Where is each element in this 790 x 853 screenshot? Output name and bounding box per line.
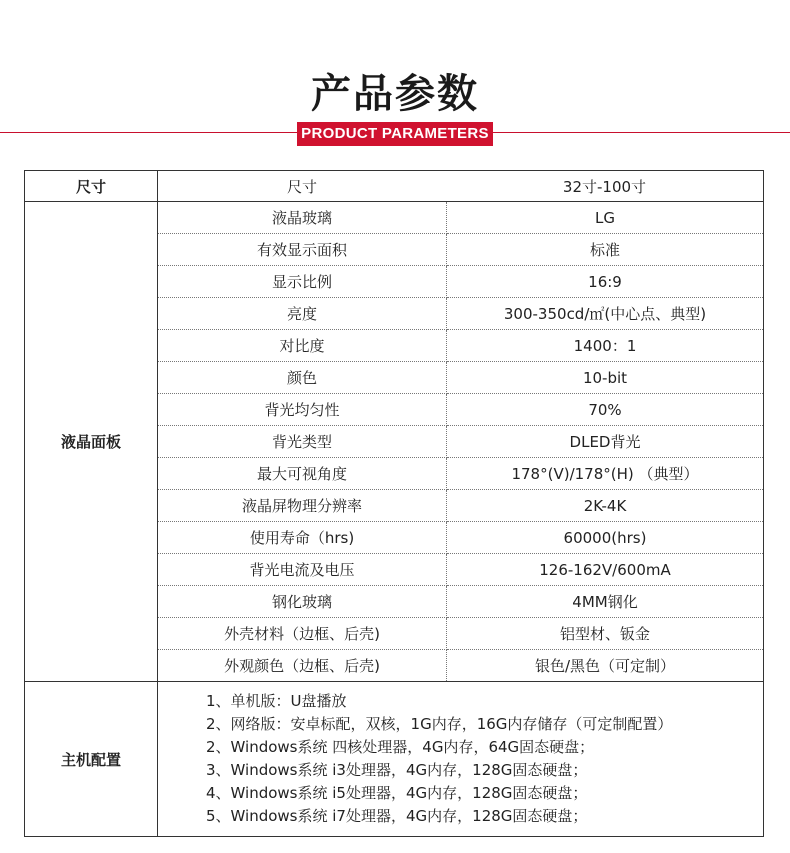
spec-row xyxy=(25,202,764,234)
spec-value: 60000(hrs) xyxy=(447,522,764,554)
page-title: 产品参数 xyxy=(311,71,479,117)
size-section-cell: 尺寸 xyxy=(25,171,158,202)
spec-value: 1400：1 xyxy=(447,330,764,362)
subtitle-badge: PRODUCT PARAMETERS xyxy=(297,122,493,146)
spec-label: 背光类型 xyxy=(158,426,447,458)
spec-value: 标准 xyxy=(447,234,764,266)
spec-label: 钢化玻璃 xyxy=(158,586,447,618)
host-config-line: 3、Windows系统 i3处理器，4G内存，128G固态硬盘； xyxy=(206,761,588,779)
host-config-line: 5、Windows系统 i7处理器，4G内存，128G固态硬盘； xyxy=(206,807,588,825)
spec-value: 10-bit xyxy=(447,362,764,394)
size-label: 尺寸 xyxy=(286,177,317,196)
spec-value: DLED背光 xyxy=(447,426,764,458)
spec-label: 显示比例 xyxy=(158,266,447,298)
size-value: 32寸-100寸 xyxy=(562,177,647,196)
lcd-section-cell: 液晶面板 xyxy=(25,202,158,682)
spec-label: 背光电流及电压 xyxy=(158,554,447,586)
spec-label: 有效显示面积 xyxy=(158,234,447,266)
size-label-cell xyxy=(158,171,764,202)
host-config-line: 4、Windows系统 i5处理器，4G内存，128G固态硬盘； xyxy=(206,784,588,802)
host-section-cell: 主机配置 xyxy=(25,682,158,837)
size-row xyxy=(25,171,764,202)
spec-value: 178°(V)/178°(H) （典型） xyxy=(447,458,764,490)
spec-label: 使用寿命（hrs) xyxy=(158,522,447,554)
spec-value: 银色/黑色（可定制） xyxy=(447,650,764,682)
spec-label: 液晶屏物理分辨率 xyxy=(158,490,447,522)
spec-value: 2K-4K xyxy=(447,490,764,522)
host-row xyxy=(25,682,764,837)
spec-value: 70% xyxy=(447,394,764,426)
spec-value: 16:9 xyxy=(447,266,764,298)
spec-label: 对比度 xyxy=(158,330,447,362)
spec-label: 亮度 xyxy=(158,298,447,330)
spec-label: 背光均匀性 xyxy=(158,394,447,426)
spec-label: 最大可视角度 xyxy=(158,458,447,490)
spec-value: 4MM钢化 xyxy=(447,586,764,618)
host-config-line: 1、单机版：U盘播放 xyxy=(206,692,347,710)
host-config-line: 2、Windows系统 四核处理器，4G内存，64G固态硬盘； xyxy=(206,738,595,756)
spec-label: 外观颜色（边框、后壳) xyxy=(158,650,447,682)
spec-label: 液晶玻璃 xyxy=(158,202,447,234)
host-config-line: 2、网络版：安卓标配，双核，1G内存，16G内存储存（可定制配置） xyxy=(206,715,673,733)
host-config-cell xyxy=(158,682,764,837)
spec-table xyxy=(24,170,764,837)
spec-label: 颜色 xyxy=(158,362,447,394)
spec-value: 300-350cd/㎡(中心点、典型) xyxy=(447,298,764,330)
spec-value: 126-162V/600mA xyxy=(447,554,764,586)
spec-value: 铝型材、钣金 xyxy=(447,618,764,650)
spec-label: 外壳材料（边框、后壳) xyxy=(158,618,447,650)
spec-value: LG xyxy=(447,202,764,234)
